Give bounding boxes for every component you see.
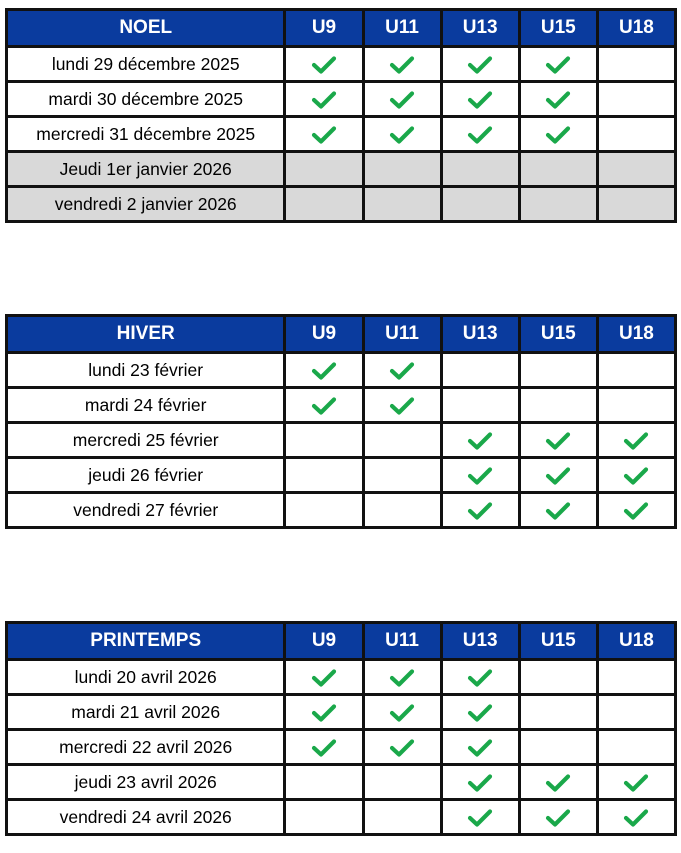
availability-cell	[597, 187, 675, 222]
table-row	[7, 695, 676, 730]
date-cell: mardi 21 avril 2026	[7, 695, 285, 730]
availability-cell	[441, 493, 519, 528]
availability-cell	[441, 730, 519, 765]
availability-cell	[363, 423, 441, 458]
availability-cell	[519, 660, 597, 695]
checkmark-icon	[467, 808, 493, 828]
column-header: U15	[519, 623, 597, 660]
availability-cell	[285, 152, 363, 187]
availability-cell	[519, 82, 597, 117]
table-header-row	[7, 623, 676, 660]
availability-cell	[441, 458, 519, 493]
date-cell: Jeudi 1er janvier 2026	[7, 152, 285, 187]
availability-cell	[285, 493, 363, 528]
availability-cell	[597, 458, 675, 493]
column-header: U9	[285, 623, 363, 660]
availability-cell	[363, 458, 441, 493]
availability-cell	[441, 187, 519, 222]
column-header: U18	[597, 316, 675, 353]
column-header: U18	[597, 10, 675, 47]
checkmark-icon	[311, 396, 337, 416]
availability-cell	[519, 152, 597, 187]
availability-cell	[597, 117, 675, 152]
checkmark-icon	[467, 501, 493, 521]
date-cell: vendredi 2 janvier 2026	[7, 187, 285, 222]
checkmark-icon	[389, 125, 415, 145]
availability-cell	[597, 82, 675, 117]
table-row	[7, 423, 676, 458]
checkmark-icon	[545, 55, 571, 75]
checkmark-icon	[545, 125, 571, 145]
availability-cell	[363, 765, 441, 800]
checkmark-icon	[389, 55, 415, 75]
checkmark-icon	[623, 773, 649, 793]
column-header: U9	[285, 316, 363, 353]
availability-cell	[363, 660, 441, 695]
availability-cell	[597, 800, 675, 835]
date-cell: mercredi 25 février	[7, 423, 285, 458]
checkmark-icon	[545, 501, 571, 521]
availability-cell	[363, 730, 441, 765]
date-cell: vendredi 24 avril 2026	[7, 800, 285, 835]
availability-cell	[363, 695, 441, 730]
table-row	[7, 493, 676, 528]
checkmark-icon	[545, 773, 571, 793]
checkmark-icon	[467, 738, 493, 758]
column-header: U11	[363, 623, 441, 660]
table-title: NOEL	[7, 10, 285, 47]
availability-cell	[285, 423, 363, 458]
column-header: U13	[441, 316, 519, 353]
availability-cell	[285, 458, 363, 493]
availability-cell	[519, 388, 597, 423]
availability-cell	[519, 800, 597, 835]
date-cell: jeudi 23 avril 2026	[7, 765, 285, 800]
availability-cell	[597, 353, 675, 388]
table-row	[7, 82, 676, 117]
checkmark-icon	[311, 738, 337, 758]
availability-cell	[363, 152, 441, 187]
availability-cell	[519, 730, 597, 765]
availability-cell	[519, 187, 597, 222]
table-row	[7, 730, 676, 765]
checkmark-icon	[467, 431, 493, 451]
availability-cell	[519, 493, 597, 528]
column-header: U13	[441, 10, 519, 47]
date-cell: mardi 24 février	[7, 388, 285, 423]
availability-cell	[519, 695, 597, 730]
availability-cell	[441, 47, 519, 82]
availability-cell	[597, 152, 675, 187]
column-header: U15	[519, 10, 597, 47]
date-cell: lundi 20 avril 2026	[7, 660, 285, 695]
checkmark-icon	[311, 361, 337, 381]
date-cell: jeudi 26 février	[7, 458, 285, 493]
availability-cell	[441, 765, 519, 800]
checkmark-icon	[467, 466, 493, 486]
checkmark-icon	[545, 90, 571, 110]
availability-cell	[441, 82, 519, 117]
availability-cell	[363, 82, 441, 117]
schedule-table-hiver	[5, 314, 677, 529]
checkmark-icon	[311, 668, 337, 688]
availability-cell	[285, 117, 363, 152]
availability-cell	[363, 388, 441, 423]
checkmark-icon	[389, 703, 415, 723]
schedule-table-printemps	[5, 621, 677, 836]
column-header: U18	[597, 623, 675, 660]
availability-cell	[285, 695, 363, 730]
table-row	[7, 117, 676, 152]
availability-cell	[285, 765, 363, 800]
availability-cell	[519, 458, 597, 493]
checkmark-icon	[467, 668, 493, 688]
checkmark-icon	[623, 501, 649, 521]
date-cell: vendredi 27 février	[7, 493, 285, 528]
checkmark-icon	[389, 738, 415, 758]
availability-cell	[363, 187, 441, 222]
availability-cell	[285, 388, 363, 423]
availability-cell	[441, 660, 519, 695]
column-header: U9	[285, 10, 363, 47]
checkmark-icon	[311, 703, 337, 723]
checkmark-icon	[545, 466, 571, 486]
checkmark-icon	[389, 668, 415, 688]
availability-cell	[597, 493, 675, 528]
availability-cell	[285, 82, 363, 117]
availability-cell	[285, 187, 363, 222]
availability-cell	[441, 800, 519, 835]
availability-cell	[363, 493, 441, 528]
date-cell: lundi 29 décembre 2025	[7, 47, 285, 82]
checkmark-icon	[389, 361, 415, 381]
availability-cell	[285, 47, 363, 82]
availability-cell	[441, 423, 519, 458]
checkmark-icon	[389, 396, 415, 416]
schedule-table-noel	[5, 8, 677, 223]
date-cell: mercredi 31 décembre 2025	[7, 117, 285, 152]
checkmark-icon	[467, 55, 493, 75]
availability-cell	[441, 388, 519, 423]
checkmark-icon	[467, 125, 493, 145]
availability-cell	[597, 765, 675, 800]
date-cell: lundi 23 février	[7, 353, 285, 388]
table-row	[7, 388, 676, 423]
table-row	[7, 187, 676, 222]
checkmark-icon	[623, 808, 649, 828]
table-row	[7, 47, 676, 82]
availability-cell	[285, 800, 363, 835]
availability-cell	[441, 152, 519, 187]
table-row	[7, 458, 676, 493]
availability-cell	[363, 800, 441, 835]
availability-cell	[363, 47, 441, 82]
column-header: U11	[363, 10, 441, 47]
checkmark-icon	[467, 703, 493, 723]
checkmark-icon	[311, 90, 337, 110]
availability-cell	[597, 47, 675, 82]
checkmark-icon	[311, 55, 337, 75]
table-header-row	[7, 10, 676, 47]
availability-cell	[285, 730, 363, 765]
availability-cell	[519, 117, 597, 152]
table-row	[7, 152, 676, 187]
availability-cell	[441, 695, 519, 730]
checkmark-icon	[545, 431, 571, 451]
date-cell: mercredi 22 avril 2026	[7, 730, 285, 765]
checkmark-icon	[545, 808, 571, 828]
column-header: U15	[519, 316, 597, 353]
table-row	[7, 800, 676, 835]
availability-cell	[519, 423, 597, 458]
availability-cell	[597, 695, 675, 730]
availability-cell	[597, 423, 675, 458]
table-title: PRINTEMPS	[7, 623, 285, 660]
availability-cell	[441, 117, 519, 152]
checkmark-icon	[623, 466, 649, 486]
checkmark-icon	[623, 431, 649, 451]
table-row	[7, 660, 676, 695]
date-cell: mardi 30 décembre 2025	[7, 82, 285, 117]
checkmark-icon	[311, 125, 337, 145]
availability-cell	[363, 117, 441, 152]
availability-cell	[519, 353, 597, 388]
table-header-row	[7, 316, 676, 353]
table-row	[7, 353, 676, 388]
availability-cell	[519, 47, 597, 82]
availability-cell	[285, 660, 363, 695]
availability-cell	[363, 353, 441, 388]
checkmark-icon	[467, 773, 493, 793]
availability-cell	[441, 353, 519, 388]
availability-cell	[285, 353, 363, 388]
table-title: HIVER	[7, 316, 285, 353]
table-row	[7, 765, 676, 800]
checkmark-icon	[467, 90, 493, 110]
checkmark-icon	[389, 90, 415, 110]
availability-cell	[519, 765, 597, 800]
availability-cell	[597, 660, 675, 695]
availability-cell	[597, 388, 675, 423]
column-header: U13	[441, 623, 519, 660]
column-header: U11	[363, 316, 441, 353]
availability-cell	[597, 730, 675, 765]
